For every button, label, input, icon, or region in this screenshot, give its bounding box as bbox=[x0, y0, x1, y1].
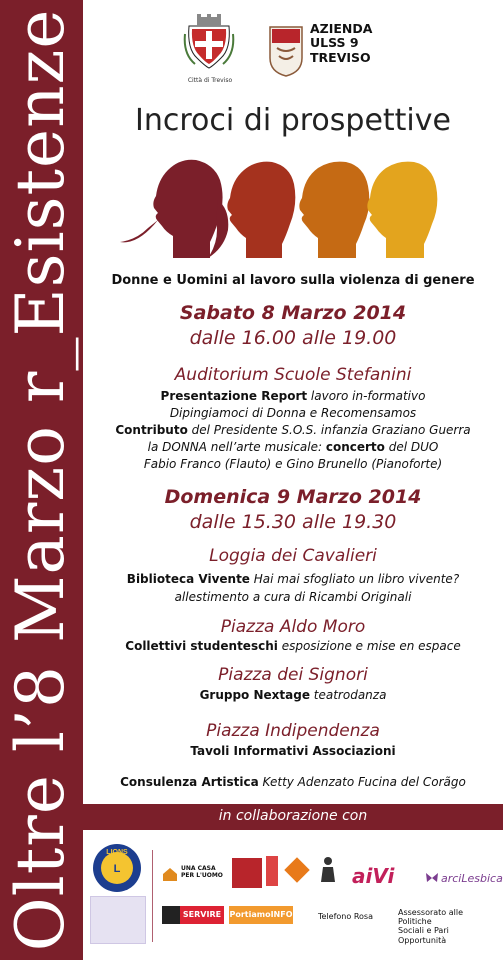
day1-line-3 bbox=[83, 423, 503, 437]
ulss-line: ULSS 9 bbox=[310, 35, 359, 51]
collettivi-desc: esposizione e mise en espace bbox=[277, 639, 461, 653]
butterfly-icon bbox=[425, 872, 439, 884]
crest-caption: Città di Treviso bbox=[187, 77, 233, 84]
figure-icon bbox=[266, 856, 278, 886]
tavoli-label: Tavoli Informativi Associazioni bbox=[190, 744, 396, 758]
orange-diamond-icon bbox=[284, 857, 310, 883]
day2-date: Domenica 9 Marzo 2014 bbox=[164, 486, 422, 508]
report-desc: lavoro in-formativo bbox=[307, 389, 426, 403]
day2-venue4-line bbox=[83, 744, 503, 758]
day2-venue-4: Piazza Indipendenza bbox=[206, 721, 380, 741]
servire-logo: SERVIRE bbox=[180, 906, 224, 924]
allestimento: allestimento a cura di Ricambi Originali bbox=[174, 590, 412, 604]
day1-venue: Auditorium Scuole Stefanini bbox=[174, 365, 412, 385]
report-label: Presentazione Report bbox=[160, 389, 308, 403]
consulenza-names: Ketty Adenzato Fucina del Corãgo bbox=[258, 775, 466, 789]
ulss-logo-icon bbox=[267, 24, 305, 78]
nextage-label: Gruppo Nextage bbox=[199, 688, 310, 702]
house-icon bbox=[162, 866, 178, 882]
biblioteca-desc: Hai mai sfogliato un libro vivente? bbox=[249, 572, 460, 586]
day2-venue1-line-2 bbox=[83, 590, 503, 604]
nextage-desc: teatrodanza bbox=[309, 688, 387, 702]
duo-label: del DUO bbox=[384, 440, 439, 454]
profile-silhouette-4 bbox=[367, 162, 437, 258]
consulenza-label: Consulenza Artistica bbox=[120, 775, 259, 789]
assessorato-label bbox=[398, 908, 498, 945]
contributo-label: Contributo bbox=[115, 423, 188, 437]
profile-silhouette-3 bbox=[299, 162, 369, 258]
collettivi-label: Collettivi studenteschi bbox=[125, 639, 278, 653]
collaboration-band bbox=[83, 804, 503, 830]
day2-venue2-line bbox=[83, 639, 503, 653]
biblioteca-label: Biblioteca Vivente bbox=[126, 572, 250, 586]
event-subtitle: Donne e Uomini al lavoro sulla violenza di genere bbox=[111, 273, 475, 288]
day1-date: Sabato 8 Marzo 2014 bbox=[179, 302, 407, 324]
day2-hours: dalle 15.30 alle 19.30 bbox=[189, 511, 397, 533]
assessorato-line: Sociali e Pari Opportunità bbox=[398, 926, 449, 945]
arcilesbica-logo: arciLesbica bbox=[441, 872, 503, 885]
ulss-line: AZIENDA bbox=[310, 21, 373, 36]
day2-venue-2: Piazza Aldo Moro bbox=[220, 617, 366, 637]
credits-line bbox=[83, 775, 503, 789]
day2-venue3-line bbox=[83, 688, 503, 702]
aivi-logo: aiVi bbox=[352, 864, 395, 888]
contributo-desc: del Presidente S.O.S. infanzia Graziano Guerra bbox=[187, 423, 471, 437]
profile-silhouette-1 bbox=[120, 160, 228, 258]
portiamo-logo: PortiamoINFO bbox=[229, 906, 293, 924]
ulss-line: TREVISO bbox=[310, 49, 371, 65]
day2-venue-1: Loggia dei Cavalieri bbox=[209, 546, 377, 566]
collaboration-text: in collaborazione con bbox=[218, 808, 368, 824]
divider bbox=[152, 850, 153, 942]
report-titles: Dipingiamoci di Donna e Recomensamos bbox=[169, 406, 417, 420]
day1-line-4 bbox=[83, 440, 503, 454]
svg-text:L: L bbox=[113, 863, 121, 875]
side-band bbox=[0, 0, 83, 960]
music-desc: la DONNA nell’arte musicale: bbox=[147, 440, 326, 454]
red-logo-icon bbox=[232, 858, 262, 888]
ulss-name bbox=[310, 22, 400, 65]
woman-figure-icon bbox=[320, 856, 336, 886]
day2-venue1-line-1 bbox=[83, 572, 503, 586]
casa-uomo-label: UNA CASA PER L'UOMO bbox=[181, 865, 223, 879]
city-crest-icon bbox=[183, 14, 235, 70]
event-title-vertical: Oltre l’8 Marzo r_Esistenze bbox=[2, 8, 79, 952]
day1-line-2 bbox=[83, 406, 503, 420]
assessorato-line: Assessorato alle Politiche bbox=[398, 908, 463, 927]
association-logo-icon bbox=[90, 896, 146, 944]
day1-line-1 bbox=[83, 389, 503, 403]
profiles-illustration bbox=[118, 150, 448, 260]
page-title: Incroci di prospettive bbox=[135, 103, 451, 138]
telefono-rosa-label: Telefono Rosa bbox=[318, 912, 373, 921]
black-logo-icon bbox=[162, 906, 180, 924]
lions-logo-icon bbox=[90, 842, 144, 894]
musicians: Fabio Franco (Flauto) e Gino Brunello (Pianoforte) bbox=[143, 457, 443, 471]
profile-silhouette-2 bbox=[227, 162, 295, 258]
day2-venue-3: Piazza dei Signori bbox=[218, 665, 368, 685]
day1-line-5 bbox=[83, 457, 503, 471]
day1-hours: dalle 16.00 alle 19.00 bbox=[189, 327, 397, 349]
lions-label: LIONS bbox=[106, 849, 128, 856]
concert-label: concerto bbox=[325, 440, 385, 454]
